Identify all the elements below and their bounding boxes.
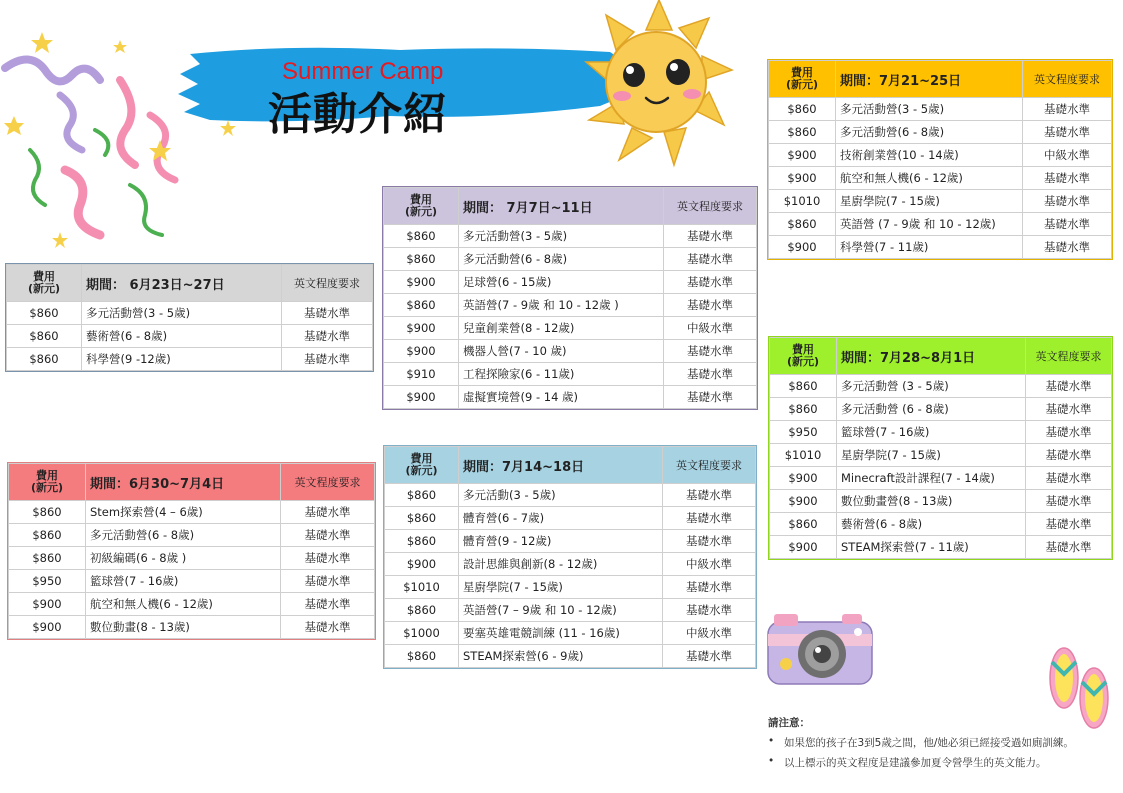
- level-cell: 基礎水準: [1023, 190, 1112, 213]
- table-row: [9, 547, 375, 570]
- course-name-cell: STEAM探索營(7 - 11歲): [837, 536, 1026, 559]
- fee-cell: $900: [769, 144, 836, 167]
- table-row: [385, 484, 756, 507]
- course-name-cell: 多元活動營(3 - 5歲): [836, 98, 1023, 121]
- fee-cell: $900: [384, 271, 459, 294]
- level-cell: 基礎水準: [664, 225, 757, 248]
- period-header: 期間：7月14~18日: [459, 447, 663, 484]
- table-row: [769, 98, 1112, 121]
- fee-cell: $860: [769, 98, 836, 121]
- fee-cell: $860: [9, 547, 86, 570]
- table-row: [385, 507, 756, 530]
- table-row: [770, 421, 1112, 444]
- table-row: [385, 553, 756, 576]
- course-name-cell: 機器人營(7 - 10 歲): [459, 340, 664, 363]
- fee-header: 費用 (新元): [384, 188, 459, 225]
- fee-cell: $900: [9, 593, 86, 616]
- fee-cell: $860: [385, 599, 459, 622]
- period-header: 期間： 6月23日~27日: [82, 265, 282, 302]
- level-cell: 中級水準: [1023, 144, 1112, 167]
- fee-cell: $900: [770, 467, 837, 490]
- fee-cell: $900: [769, 167, 836, 190]
- fee-cell: $900: [384, 386, 459, 409]
- level-cell: 基礎水準: [281, 501, 375, 524]
- schedule-table-jun23: [6, 264, 373, 371]
- period-header: 期間：7月21~25日: [836, 61, 1023, 98]
- table-header-row: [770, 338, 1112, 375]
- table-row: [770, 444, 1112, 467]
- fee-cell: $900: [769, 236, 836, 259]
- level-cell: 基礎水準: [664, 363, 757, 386]
- fee-cell: $900: [385, 553, 459, 576]
- table-row: [769, 190, 1112, 213]
- fee-header: 費用 (新元): [769, 61, 836, 98]
- fee-cell: $860: [384, 294, 459, 317]
- level-cell: 基礎水準: [1026, 375, 1112, 398]
- level-cell: 基礎水準: [663, 576, 756, 599]
- fee-cell: $860: [770, 375, 837, 398]
- fee-cell: $860: [7, 302, 82, 325]
- table-row: [385, 530, 756, 553]
- course-name-cell: 航空和無人機(6 - 12歲): [836, 167, 1023, 190]
- fee-header: 費用 (新元): [9, 464, 86, 501]
- course-name-cell: 藝術營(6 - 8歲): [837, 513, 1026, 536]
- level-cell: 基礎水準: [281, 593, 375, 616]
- level-cell: 基礎水準: [282, 325, 373, 348]
- notes-section: [768, 715, 1118, 775]
- table-row: [385, 645, 756, 668]
- level-cell: 基礎水準: [664, 248, 757, 271]
- level-cell: 中級水準: [663, 622, 756, 645]
- course-name-cell: 多元活動營 (3 - 5歲): [837, 375, 1026, 398]
- course-name-cell: 英語營(7 – 9歲 和 10 - 12歲): [459, 599, 663, 622]
- fee-cell: $860: [385, 484, 459, 507]
- level-header: 英文程度要求: [1026, 338, 1112, 375]
- table-row: [7, 325, 373, 348]
- table-row: [770, 467, 1112, 490]
- fee-cell: $860: [9, 524, 86, 547]
- course-name-cell: 多元活動營 (6 - 8歲): [837, 398, 1026, 421]
- level-cell: 基礎水準: [1026, 536, 1112, 559]
- level-cell: 基礎水準: [663, 599, 756, 622]
- period-header: 期間：7月28~8月1日: [837, 338, 1026, 375]
- table-header-row: [384, 188, 757, 225]
- fee-header: 費用 (新元): [7, 265, 82, 302]
- level-cell: 基礎水準: [1023, 167, 1112, 190]
- level-cell: 基礎水準: [1023, 98, 1112, 121]
- course-name-cell: 工程探險家(6 - 11歲): [459, 363, 664, 386]
- course-name-cell: 英語營 (7 - 9歲 和 10 - 12歲): [836, 213, 1023, 236]
- confetti-decoration: [0, 20, 240, 250]
- schedule-table-jul7: [383, 187, 757, 409]
- course-name-cell: STEAM探索營(6 - 9歲): [459, 645, 663, 668]
- course-name-cell: 虛擬實境營(9 - 14 歲): [459, 386, 664, 409]
- table-row: [385, 599, 756, 622]
- table-row: [769, 144, 1112, 167]
- course-name-cell: 科學營(7 - 11歲): [836, 236, 1023, 259]
- note-item: • 如果您的孩子在3到5歲之間，他/她必須已經接受過如廁訓練。: [768, 735, 1118, 750]
- fee-header: 費用 (新元): [385, 447, 459, 484]
- course-name-cell: 多元活動營(6 - 8歲): [86, 524, 281, 547]
- course-name-cell: 星廚學院(7 - 15歲): [836, 190, 1023, 213]
- course-name-cell: 星廚學院(7 - 15歲): [459, 576, 663, 599]
- fee-cell: $1010: [385, 576, 459, 599]
- schedule-table-jun30: [8, 463, 375, 639]
- period-header: 期間： 7月7日~11日: [459, 188, 664, 225]
- table-row: [770, 536, 1112, 559]
- level-cell: 基礎水準: [281, 524, 375, 547]
- note-item: • 以上標示的英文程度是建議參加夏令營學生的英文能力。: [768, 755, 1118, 770]
- level-cell: 基礎水準: [664, 294, 757, 317]
- level-cell: 中級水準: [664, 317, 757, 340]
- course-name-cell: 體育營(9 - 12歲): [459, 530, 663, 553]
- course-name-cell: 足球營(6 - 15歲): [459, 271, 664, 294]
- fee-cell: $910: [384, 363, 459, 386]
- schedule-table-jul28: [769, 337, 1112, 559]
- table-row: [384, 248, 757, 271]
- level-header: 英文程度要求: [281, 464, 375, 501]
- fee-cell: $860: [384, 248, 459, 271]
- course-name-cell: 多元活動營(6 - 8歲): [459, 248, 664, 271]
- table-header-row: [769, 61, 1112, 98]
- level-cell: 基礎水準: [282, 302, 373, 325]
- table-row: [9, 616, 375, 639]
- fee-cell: $860: [770, 398, 837, 421]
- fee-cell: $860: [385, 530, 459, 553]
- level-cell: 基礎水準: [1026, 444, 1112, 467]
- level-cell: 基礎水準: [1026, 513, 1112, 536]
- table-row: [770, 513, 1112, 536]
- fee-cell: $900: [9, 616, 86, 639]
- table-row: [384, 340, 757, 363]
- table-row: [7, 348, 373, 371]
- level-cell: 基礎水準: [281, 570, 375, 593]
- course-name-cell: 星廚學院(7 - 15歲): [837, 444, 1026, 467]
- camera-icon: [766, 608, 878, 688]
- table-row: [9, 593, 375, 616]
- level-cell: 基礎水準: [1026, 467, 1112, 490]
- fee-cell: $860: [384, 225, 459, 248]
- fee-header: 費用 (新元): [770, 338, 837, 375]
- fee-cell: $860: [7, 348, 82, 371]
- course-name-cell: 藝術營(6 - 8歲): [82, 325, 282, 348]
- table-row: [384, 225, 757, 248]
- table-header-row: [7, 265, 373, 302]
- level-cell: 基礎水準: [664, 340, 757, 363]
- table-row: [769, 236, 1112, 259]
- title-english: Summer Camp: [282, 58, 444, 85]
- level-cell: 基礎水準: [1026, 398, 1112, 421]
- level-cell: 基礎水準: [663, 530, 756, 553]
- table-row: [770, 398, 1112, 421]
- level-cell: 基礎水準: [1026, 490, 1112, 513]
- course-name-cell: 英語營(7 - 9歲 和 10 - 12歲 ): [459, 294, 664, 317]
- schedule-table-jul14: [384, 446, 756, 668]
- table-row: [384, 363, 757, 386]
- fee-cell: $860: [770, 513, 837, 536]
- table-row: [385, 576, 756, 599]
- course-name-cell: 籃球營(7 - 16歲): [837, 421, 1026, 444]
- table-row: [384, 271, 757, 294]
- fee-cell: $950: [9, 570, 86, 593]
- table-header-row: [9, 464, 375, 501]
- course-name-cell: Stem探索營(4 – 6歲): [86, 501, 281, 524]
- course-name-cell: 要塞英雄電競訓練 (11 - 16歲): [459, 622, 663, 645]
- table-row: [769, 213, 1112, 236]
- level-cell: 基礎水準: [663, 484, 756, 507]
- level-cell: 基礎水準: [282, 348, 373, 371]
- table-row: [384, 386, 757, 409]
- level-cell: 基礎水準: [281, 616, 375, 639]
- course-name-cell: 多元活動營(6 - 8歲): [836, 121, 1023, 144]
- table-row: [7, 302, 373, 325]
- course-name-cell: 科學營(9 -12歲): [82, 348, 282, 371]
- level-cell: 基礎水準: [281, 547, 375, 570]
- table-row: [384, 317, 757, 340]
- course-name-cell: 技術創業營(10 - 14歲): [836, 144, 1023, 167]
- level-header: 英文程度要求: [663, 447, 756, 484]
- fee-cell: $900: [384, 317, 459, 340]
- table-row: [769, 167, 1112, 190]
- level-cell: 基礎水準: [1023, 236, 1112, 259]
- level-cell: 基礎水準: [663, 507, 756, 530]
- course-name-cell: 數位動畫(8 - 13歲): [86, 616, 281, 639]
- level-header: 英文程度要求: [664, 188, 757, 225]
- sun-mascot-icon: [584, 0, 734, 170]
- fee-cell: $1010: [770, 444, 837, 467]
- level-cell: 基礎水準: [663, 645, 756, 668]
- course-name-cell: 多元活動營(3 - 5歲): [82, 302, 282, 325]
- fee-cell: $950: [770, 421, 837, 444]
- course-name-cell: 兒童創業營(8 - 12歲): [459, 317, 664, 340]
- table-row: [385, 622, 756, 645]
- course-name-cell: 數位動畫營(8 - 13歲): [837, 490, 1026, 513]
- level-header: 英文程度要求: [282, 265, 373, 302]
- level-cell: 基礎水準: [1026, 421, 1112, 444]
- fee-cell: $900: [770, 490, 837, 513]
- course-name-cell: 體育營(6 - 7歲): [459, 507, 663, 530]
- table-row: [9, 501, 375, 524]
- fee-cell: $1000: [385, 622, 459, 645]
- notes-title: 請注意：: [768, 717, 810, 729]
- course-name-cell: 籃球營(7 - 16歲): [86, 570, 281, 593]
- course-name-cell: 設計思維與創新(8 - 12歲): [459, 553, 663, 576]
- table-row: [770, 490, 1112, 513]
- fee-cell: $860: [385, 507, 459, 530]
- table-row: [9, 570, 375, 593]
- period-header: 期間：6月30~7月4日: [86, 464, 281, 501]
- level-cell: 中級水準: [663, 553, 756, 576]
- title-chinese: 活動介紹: [268, 89, 448, 140]
- course-name-cell: 初級編碼(6 - 8歲 ): [86, 547, 281, 570]
- level-cell: 基礎水準: [1023, 121, 1112, 144]
- fee-cell: $860: [7, 325, 82, 348]
- level-cell: 基礎水準: [1023, 213, 1112, 236]
- table-header-row: [385, 447, 756, 484]
- fee-cell: $1010: [769, 190, 836, 213]
- course-name-cell: 多元活動(3 - 5歲): [459, 484, 663, 507]
- fee-cell: $860: [769, 121, 836, 144]
- course-name-cell: Minecraft設計課程(7 - 14歲): [837, 467, 1026, 490]
- fee-cell: $900: [384, 340, 459, 363]
- fee-cell: $860: [385, 645, 459, 668]
- table-row: [9, 524, 375, 547]
- schedule-table-jul21: [768, 60, 1112, 259]
- course-name-cell: 航空和無人機(6 - 12歲): [86, 593, 281, 616]
- level-header: 英文程度要求: [1023, 61, 1112, 98]
- table-row: [769, 121, 1112, 144]
- course-name-cell: 多元活動營(3 - 5歲): [459, 225, 664, 248]
- table-row: [770, 375, 1112, 398]
- level-cell: 基礎水準: [664, 271, 757, 294]
- fee-cell: $860: [9, 501, 86, 524]
- level-cell: 基礎水準: [664, 386, 757, 409]
- table-row: [384, 294, 757, 317]
- fee-cell: $900: [770, 536, 837, 559]
- fee-cell: $860: [769, 213, 836, 236]
